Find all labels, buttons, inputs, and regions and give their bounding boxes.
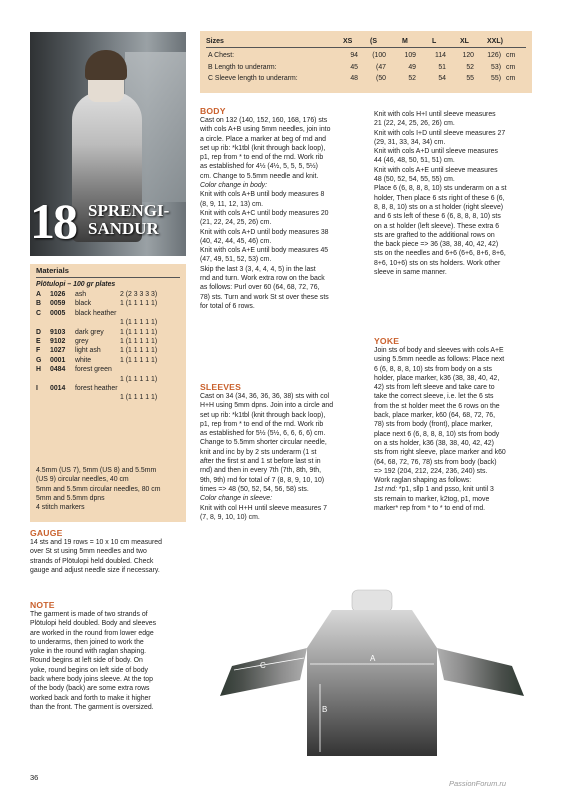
dimension-c-label: C bbox=[260, 661, 266, 670]
pattern-name-line2: SANDUR bbox=[88, 219, 159, 238]
materials-box bbox=[30, 264, 186, 522]
materials-title: Materials bbox=[36, 266, 69, 275]
size-value: 52 bbox=[466, 63, 474, 71]
yarn-quantity: 1 (1 1 1 1 1) bbox=[120, 347, 158, 355]
yarn-quantity: 1 (1 1 1 1 1) bbox=[120, 375, 158, 383]
gauge-section bbox=[30, 528, 190, 575]
size-value: 49 bbox=[408, 63, 416, 71]
yarn-row bbox=[36, 290, 182, 299]
yarn-name: dark grey bbox=[75, 328, 104, 336]
yarn-row bbox=[36, 393, 182, 402]
sweater-diagram bbox=[212, 588, 532, 758]
size-value: (100 bbox=[372, 52, 386, 59]
size-value: 51 bbox=[438, 63, 446, 71]
yarn-row bbox=[36, 309, 182, 318]
dimension-a-label: A bbox=[370, 654, 376, 663]
gauge-text: 14 sts and 19 rows = 10 x 10 cm measured over St st using 5mm needles and two strands of Plötulopi held doubled. Check gauge and adjust needle size if necessary. bbox=[30, 539, 162, 574]
pattern-number: 18 bbox=[30, 193, 76, 249]
yarn-quantity: 2 (2 3 3 3 3) bbox=[120, 291, 158, 298]
yarn-name: forest green bbox=[75, 366, 112, 374]
yarn-quantity: 1 (1 1 1 1 1) bbox=[120, 338, 158, 345]
yarn-code: 9102 bbox=[50, 338, 66, 345]
body-section bbox=[200, 106, 368, 311]
yarn-code: 9103 bbox=[50, 328, 66, 336]
sleeves-continued bbox=[374, 110, 544, 277]
size-value: 126) bbox=[487, 52, 501, 59]
yarn-row bbox=[36, 365, 182, 374]
yarn-name: light ash bbox=[75, 347, 101, 355]
sizes-table bbox=[200, 31, 532, 93]
divider bbox=[36, 277, 180, 278]
yarn-name: black heather bbox=[75, 309, 117, 317]
yarn-name: ash bbox=[75, 291, 87, 298]
yarn-row bbox=[36, 328, 182, 337]
body-title: BODY bbox=[200, 106, 226, 116]
yarn-quantity: 1 (1 1 1 1 1) bbox=[120, 300, 158, 308]
yarn-letter: B bbox=[36, 300, 41, 308]
size-row-label: A Chest: bbox=[208, 52, 235, 59]
yarn-letter: I bbox=[36, 385, 38, 392]
body-paragraph-1: Cast on 132 (140, 152, 160, 168, 176) sts with cols A+B using 5mm needles, join into a circle. Place a marker at beg of rnd and set up rib: *k1tbl (knit through back loop), p1, rep from * to end of the rnd. Work rib as established for 4½ (4½, 5, 5, 5, 5½) cm. Change to 5.5mm needle and knit. bbox=[200, 117, 331, 180]
size-value: 53) bbox=[491, 63, 501, 71]
yarn-name: black bbox=[75, 300, 92, 308]
size-value: 114 bbox=[435, 52, 446, 59]
size-value: 55) bbox=[491, 75, 501, 82]
size-value: 94 bbox=[350, 52, 358, 59]
note-text: The garment is made of two strands of Plötulopi held doubled. Body and sleeves are worked in the round from lower edge to underarms, then joined to work the yoke in the round with raglan shaping. Round begins at left side of body. On yoke, round begins on left side of body back where body joins sleeve. At the top of the body (back) are some extra rows worked back and forth to make it higher than the front. The garment is oversized. bbox=[30, 611, 157, 711]
size-header: (S bbox=[370, 38, 377, 45]
sizes-title: Sizes bbox=[206, 38, 224, 45]
yarn-quantity: 1 (1 1 1 1 1) bbox=[120, 319, 158, 327]
size-value: 55 bbox=[466, 75, 474, 82]
size-unit: cm bbox=[506, 52, 516, 59]
yarn-letter: G bbox=[36, 356, 42, 364]
materials-subtitle: Plötulopi – 100 gr plates bbox=[36, 281, 116, 288]
size-header: XXL) bbox=[487, 38, 503, 45]
yoke-title: YOKE bbox=[374, 336, 400, 346]
size-row-label: B Length to underarm: bbox=[208, 63, 277, 71]
divider bbox=[206, 47, 526, 48]
size-value: 52 bbox=[408, 75, 416, 82]
note-title: NOTE bbox=[30, 600, 55, 610]
yarn-code: 0484 bbox=[50, 366, 66, 374]
yoke-section bbox=[374, 336, 544, 513]
sweater-collar bbox=[352, 590, 392, 612]
yarn-code: 1027 bbox=[50, 347, 66, 355]
yarn-code: 0014 bbox=[50, 385, 66, 392]
size-unit: cm bbox=[506, 63, 516, 71]
sleeves-title: SLEEVES bbox=[200, 382, 242, 392]
photo-hair bbox=[85, 50, 127, 80]
sleeves-paragraph-2: Knit with col H+H until sleeve measures 7 (7, 8, 9, 10, 10) cm. bbox=[200, 504, 327, 521]
yarn-row bbox=[36, 346, 182, 355]
yarn-row bbox=[36, 299, 182, 308]
yarn-letter: C bbox=[36, 309, 41, 317]
yarn-name: forest heather bbox=[75, 385, 118, 392]
yarn-quantity: 1 (1 1 1 1 1) bbox=[120, 328, 158, 336]
body-paragraph-2: Knit with cols A+B until body measures 8 (8, 9, 11, 12, 13) cm. Knit with cols A+C until body measures 20 (21, 22, 24, 25, 26) cm. Knit with cols A+D until body measures 38 (40, 42, 44, 45, 46) cm. Knit with cols A+E until body measures 45 (47, 49, 51, 52, 53) cm. Skip the last 3 (3, 4, 4, 4, 5) in the last rnd and turn. Work extra row on the back as follows: Purl over 60 (64, 68, 72, 76, 78) sts. Turn and work St st over these sts for total of 6 rows. bbox=[200, 191, 329, 310]
yoke-first-round-label: 1st rnd: bbox=[374, 486, 397, 494]
yarn-row bbox=[36, 375, 182, 384]
yarn-row bbox=[36, 337, 182, 346]
yarn-row bbox=[36, 384, 182, 393]
yarn-row bbox=[36, 318, 182, 327]
size-value: 45 bbox=[350, 63, 358, 71]
yarn-code: 0001 bbox=[50, 356, 66, 364]
size-header: L bbox=[432, 38, 437, 45]
yarn-row bbox=[36, 356, 182, 365]
yarn-letter: A bbox=[36, 291, 41, 298]
yarn-code: 1026 bbox=[50, 291, 66, 298]
size-header: M bbox=[402, 38, 408, 45]
sleeves-section bbox=[200, 382, 368, 522]
size-row-label: C Sleeve length to underarm: bbox=[208, 75, 298, 82]
size-unit: cm bbox=[506, 75, 516, 82]
size-value: 54 bbox=[438, 75, 446, 82]
yarn-letter: H bbox=[36, 366, 41, 374]
yarn-letter: D bbox=[36, 328, 41, 336]
sweater-body bbox=[307, 610, 437, 756]
yarn-letter: F bbox=[36, 347, 41, 355]
dimension-b-label: B bbox=[322, 705, 328, 714]
page-number: 36 bbox=[30, 773, 39, 782]
yoke-paragraph-1: Join sts of body and sleeves with cols A+E using 5.5mm needle as follows: Place next 6 (6, 8, 8, 8, 10) sts from body on a sts holder, place marker, k36 (38, 38, 40, 42, 42) sts from left sleeve and take care to take the correct sleeve, i.e. let the 6 sts from the st holder meet the 6 rows on the back, place marker, k60 (64, 68, 72, 76, 78) sts from body (front), place marker, place next 6 (6, 8, 8, 8, 10) sts from body on a sts holder, k36 (38, 38, 40, 42, 42) sts from right sleeve, place marker and k60 (64, 68, 72, 76, 78) sts from body (back) => 192 (204, 212, 224, 236, 240) sts. Work raglan shaping as follows: bbox=[374, 347, 506, 485]
size-value: 48 bbox=[350, 75, 358, 82]
size-value: 109 bbox=[404, 52, 416, 59]
size-value: (50 bbox=[376, 75, 386, 82]
gauge-title: GAUGE bbox=[30, 528, 63, 538]
size-header: XS bbox=[343, 38, 353, 45]
size-value: (47 bbox=[376, 63, 386, 71]
watermark: PassionForum.ru bbox=[449, 779, 507, 788]
note-section bbox=[30, 600, 190, 712]
yarn-code: 0059 bbox=[50, 300, 66, 308]
sleeves-continued-text: Knit with cols H+I until sleeve measures 21 (22, 24, 25, 26, 26) cm. Knit with cols I+D until sleeve measures 27 (29, 31, 33, 34, 34) cm. Knit with cols A+D until sleeve measures 44 (46, 48, 50, 51, 51) cm. Knit with cols A+E until sleeve measures 48 (50, 52, 54, 55, 55) cm. Place 6 (6, 8, 8, 8, 10) sts underarm on a st holder, Then place 6 sts right of these 6 (6, 8, 8, 8, 10) sts on a st holder (right sleeve) and 6 sts left of these 6 (6, 8, 8, 8, 10) sts on a st holder (left sleeve). These extra 6 sts are grafted to the additional rows on the back piece => 36 (38, 38, 40, 42, 42) sts on the needles and 6+6 (6+6, 8+6, 8+6, 8+6, 10+6) sts on sts holders. Work other sleeve in same manner. bbox=[374, 111, 507, 277]
pattern-name-line1: SPRENGI- bbox=[88, 201, 170, 220]
yarn-quantity: 1 (1 1 1 1 1) bbox=[120, 356, 158, 364]
sleeves-color-change-heading: Color change in sleeve: bbox=[200, 495, 273, 503]
body-color-change-heading: Color change in body: bbox=[200, 182, 268, 190]
yarn-name: white bbox=[75, 356, 92, 364]
yoke-first-round-text: *p1, sllp 1 and psso, knit until 3 sts remain to marker, k2tog, p1, move marker* rep from * to * to end of rnd. bbox=[374, 486, 494, 513]
yarn-quantity: 1 (1 1 1 1 1) bbox=[120, 394, 158, 402]
yarn-name: grey bbox=[75, 338, 89, 345]
yarn-code: 0005 bbox=[50, 309, 66, 317]
size-header: XL bbox=[460, 38, 469, 45]
sleeves-paragraph-1: Cast on 34 (34, 36, 36, 36, 38) sts with col H+H using 5mm dpns. Join into a circle and set up rib: *k1tbl (knit through back loop), p1, rep from * to end of the rnd. Work rib as established for 5½ (5½, 6, 6, 6, 6) cm. Change to 5.5mm shorter circular needle, knit and inc by by 2 sts underarm (1 st after the first st and 1 st before last st in rnd) and then in every 7th (7th, 8th, 9th, 9th, 9th) rnd for total of 7 (8, 8, 9, 10, 10) times => 48 (50, 52, 54, 56, 58) sts. bbox=[200, 393, 334, 493]
size-value: 120 bbox=[462, 52, 474, 59]
yarn-letter: E bbox=[36, 338, 41, 345]
materials-tools: 4.5mm (US 7), 5mm (US 8) and 5.5mm (US 9) circular needles, 40 cm 5mm and 5.5mm circular needles, 80 cm 5mm and 5.5mm dpns 4 stitch markers bbox=[36, 467, 161, 512]
